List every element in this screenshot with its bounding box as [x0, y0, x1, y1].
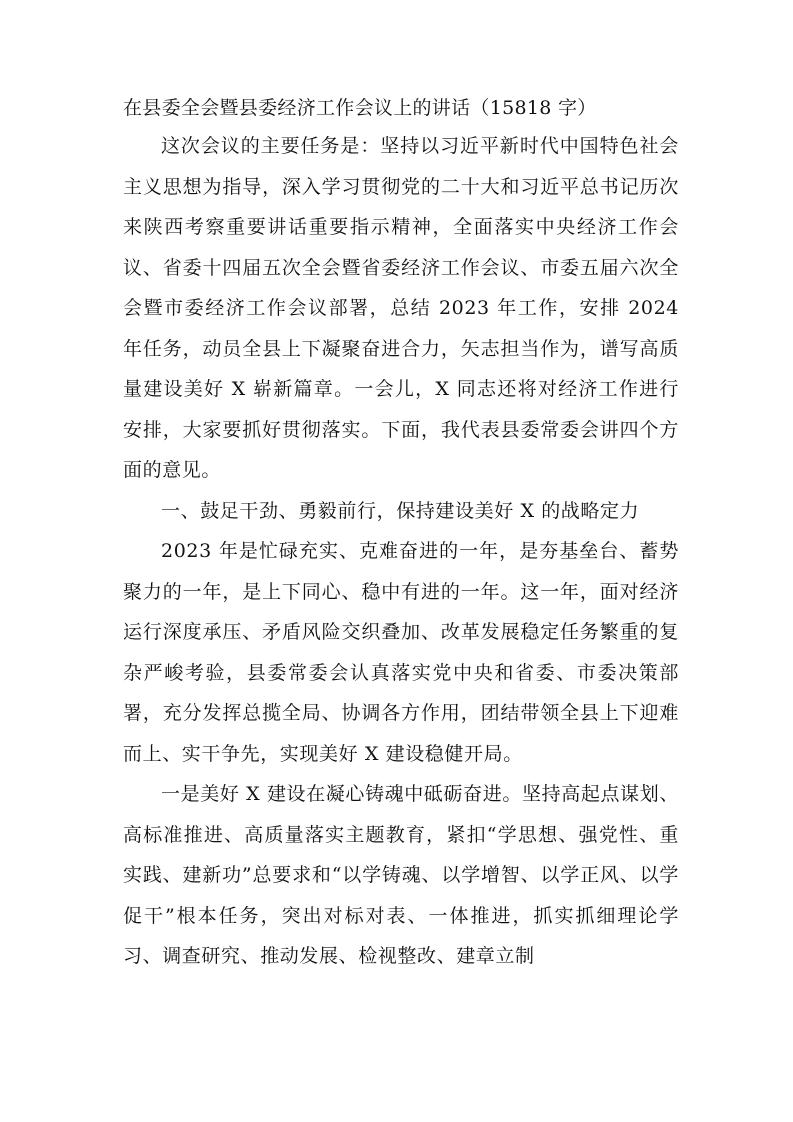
paragraph-point-one: 一是美好 X 建设在凝心铸魂中砥砺奋进。坚持高起点谋划、高标准推进、高质量落实主题教育，紧扣“学思想、强党性、重实践、建新功”总要求和“以学铸魂、以学增智、以学正风、以学促干”根本任务，突出对标对表、一体推进，抓实抓细理论学习、调查研究、推动发展、检视整改、建章立制: [123, 783, 679, 967]
section-heading-one: 一、鼓足干劲、勇毅前行，保持建设美好 X 的战略定力: [161, 499, 640, 522]
paragraph-2023-review: 2023 年是忙碌充实、克难奋进的一年，是夯基垒台、蓄势聚力的一年，是上下同心、稳中有进的一年。这一年，面对经济运行深度承压、矛盾风险交织叠加、改革发展稳定任务繁重的复杂严峻考验，县委常委会认真落实党中央和省委、市委决策部署，充分发挥总揽全局、协调各方作用，团结带领全县上下迎难而上、实干争先，实现美好 X 建设稳健开局。: [123, 540, 679, 765]
paragraph-meeting-tasks: 这次会议的主要任务是：坚持以习近平新时代中国特色社会主义思想为指导，深入学习贯彻党的二十大和习近平总书记历次来陕西考察重要讲话重要指示精神，全面落实中央经济工作会议、省委十四届五次全会暨省委经济工作会议、市委五届六次全会暨市委经济工作会议部署，总结 2023 年工作，安排 2024 年任务，动员全县上下凝聚奋进合力，矢志担当作为，谱写高质量建设美好 X 崭新篇章。一会儿，X 同志还将对经济工作进行安排，大家要抓好贯彻落实。下面，我代表县委常委会讲四个方面的意见。: [123, 135, 679, 481]
document-title: 在县委全会暨县委经济工作会议上的讲话（15818 字）: [123, 97, 597, 119]
document-body: [123, 90, 679, 977]
